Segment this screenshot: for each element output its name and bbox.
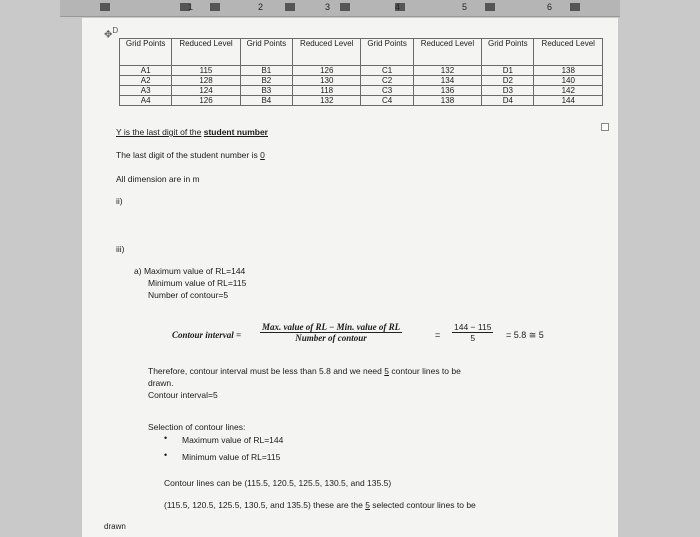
ruler-number: 3: [325, 2, 331, 12]
table-row: [120, 96, 603, 106]
table-cell: 128: [172, 76, 240, 86]
table-header-cell: Grid Points: [361, 39, 413, 66]
table-header-cell: Reduced Level: [413, 39, 481, 66]
ruler-number: 2: [258, 2, 264, 12]
contour-count-text: Number of contour=5: [148, 290, 229, 300]
therefore-text: Therefore, contour interval must be less than 5.8 and we need: [148, 366, 382, 376]
contour-lines-text: Contour lines can be (115.5, 120.5, 125.5, 130.5, and 135.5): [164, 478, 392, 488]
ruler-number: 6: [547, 2, 553, 12]
table-cell: C4: [361, 96, 413, 106]
table-cell: 115: [172, 66, 240, 76]
table-cell: B3: [240, 86, 292, 96]
contour-interval-result: Contour interval=5: [148, 390, 218, 400]
table-cell: D4: [482, 96, 534, 106]
ruler-tick: [485, 3, 495, 11]
y-note-bold: student number: [203, 127, 268, 137]
table-cell: C3: [361, 86, 413, 96]
drawn-footer: drawn: [104, 522, 126, 531]
contour-interval-formula: [172, 322, 592, 348]
formula-numerator: Max. value of RL − Min. value of RL: [262, 322, 401, 332]
table-header-cell: Grid Points: [120, 39, 172, 66]
table-cell: 132: [293, 96, 361, 106]
formula-values-denominator: 5: [470, 333, 476, 343]
table-cell: C2: [361, 76, 413, 86]
ruler: [60, 0, 620, 17]
table-cell: 126: [172, 96, 240, 106]
table-cell: 136: [413, 86, 481, 96]
table-cell: 124: [172, 86, 240, 96]
min-rl-text: Minimum value of RL=115: [148, 278, 247, 288]
grid-points-table: [119, 38, 603, 106]
table-header-row: [120, 39, 603, 66]
table-header-cell: Reduced Level: [293, 39, 361, 66]
last-digit-line: [116, 150, 265, 160]
ruler-tick: [285, 3, 295, 11]
last-digit-text: The last digit of the student number is: [116, 150, 258, 160]
formula-values-numerator: 144 − 115: [454, 322, 492, 332]
table-cell: 140: [534, 76, 603, 86]
table-header-cell: Reduced Level: [534, 39, 603, 66]
y-note-text: Y is the last digit of the: [116, 127, 202, 137]
formula-fraction: [260, 322, 402, 343]
part-a-label: a): [134, 266, 142, 276]
y-note: [116, 127, 268, 137]
table-row: [120, 86, 603, 96]
table-cell: 144: [534, 96, 603, 106]
selected-contour-text-end: selected contour lines to be: [372, 500, 476, 510]
selected-contour-text: (115.5, 120.5, 125.5, 130.5, and 135.5) these are the: [164, 500, 363, 510]
selection-heading: Selection of contour lines:: [148, 422, 246, 432]
last-digit-value: 0: [260, 150, 265, 160]
table-cell: 134: [413, 76, 481, 86]
table-cell: 126: [293, 66, 361, 76]
table-cell: 118: [293, 86, 361, 96]
therefore-line: [148, 366, 461, 376]
part-ii-label: ii): [116, 196, 123, 206]
table-header-cell: Grid Points: [482, 39, 534, 66]
table-cell: 130: [293, 76, 361, 86]
table-cell: C1: [361, 66, 413, 76]
therefore-number: 5: [384, 366, 389, 376]
ruler-tick: [100, 3, 110, 11]
equals-sign: =: [435, 330, 441, 340]
part-iii-label: iii): [116, 244, 125, 254]
table-cell: B4: [240, 96, 292, 106]
ruler-tick: [210, 3, 220, 11]
table-row: [120, 66, 603, 76]
ruler-number: 4: [395, 2, 401, 12]
table-cell: 138: [534, 66, 603, 76]
table-cell: B1: [240, 66, 292, 76]
selected-contour-line: [164, 500, 476, 510]
formula-fraction-values: [452, 322, 493, 343]
ruler-tick: [570, 3, 580, 11]
table-cell: D3: [482, 86, 534, 96]
ruler-number: 1: [188, 2, 194, 12]
formula-lhs: Contour interval =: [172, 330, 242, 340]
bullet-min-rl: Minimum value of RL=115: [182, 452, 281, 462]
max-rl-text: Maximum value of RL=144: [143, 266, 246, 276]
selected-contour-number: 5: [365, 500, 370, 510]
table-cell: B2: [240, 76, 292, 86]
formula-denominator: Number of contour: [295, 333, 367, 343]
table-cell: A1: [120, 66, 172, 76]
table-cell: 142: [534, 86, 603, 96]
bullet-max-rl: Maximum value of RL=144: [182, 435, 284, 445]
table-cell: A2: [120, 76, 172, 86]
bullet-icon: •: [164, 450, 168, 460]
table-cell: 132: [413, 66, 481, 76]
table-cell: 138: [413, 96, 481, 106]
therefore-text-end: contour lines to be: [391, 366, 461, 376]
table-cell: A3: [120, 86, 172, 96]
ruler-tick: [340, 3, 350, 11]
table-cell: A4: [120, 96, 172, 106]
therefore-line-2: drawn.: [148, 378, 174, 388]
formula-result: = 5.8 ≅ 5: [506, 330, 544, 340]
dimension-note: All dimension are in m: [116, 174, 200, 184]
table-header-cell: Grid Points: [240, 39, 292, 66]
paragraph-marker: ✥$^D$: [104, 26, 119, 41]
table-cell: D1: [482, 66, 534, 76]
ruler-number: 5: [462, 2, 468, 12]
table-row: [120, 76, 603, 86]
bullet-icon: •: [164, 433, 168, 443]
part-a-line: [134, 266, 245, 276]
table-cell: D2: [482, 76, 534, 86]
table-header-cell: Reduced Level: [172, 39, 240, 66]
table-resize-handle[interactable]: [601, 123, 609, 131]
